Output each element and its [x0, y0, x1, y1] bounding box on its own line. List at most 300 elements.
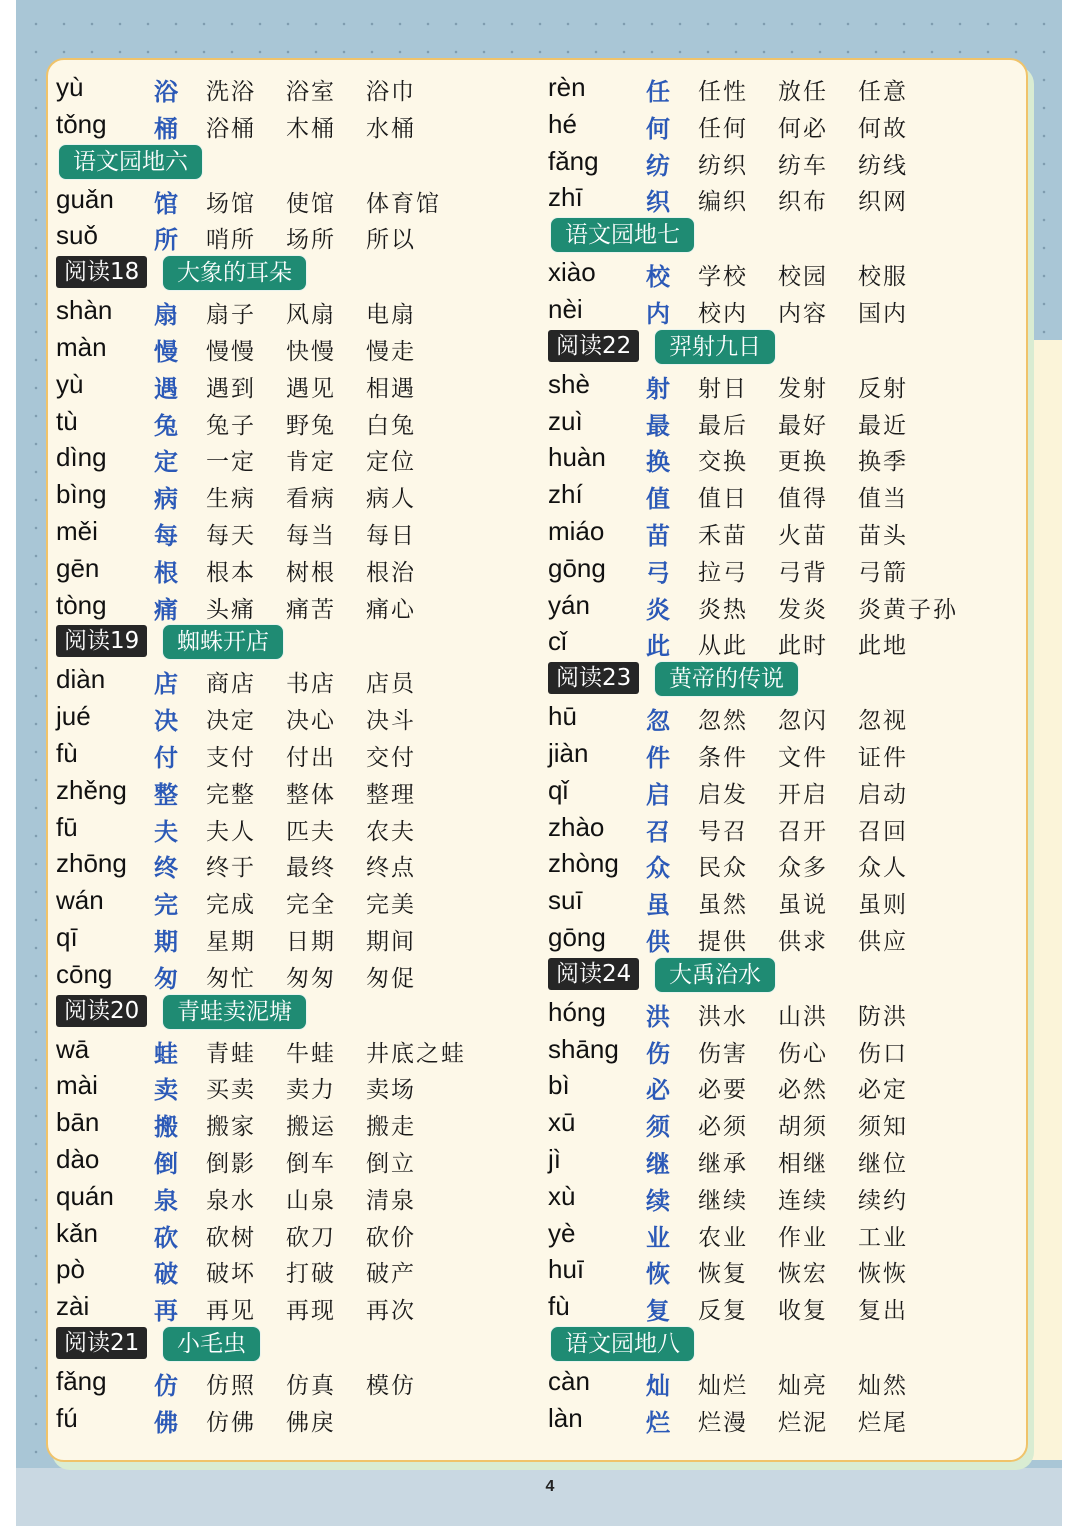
- word-1: 买卖: [206, 1077, 256, 1104]
- vocab-row: [56, 1103, 526, 1140]
- word-1: 条件: [698, 744, 748, 771]
- pinyin: bì: [548, 1070, 570, 1101]
- word-3: 搬走: [366, 1114, 416, 1141]
- word-3: 浴巾: [366, 79, 416, 105]
- word-2: 灿亮: [778, 1372, 828, 1399]
- word-2: 发射: [778, 375, 828, 402]
- character: 众: [646, 853, 670, 883]
- pinyin: jiàn: [548, 737, 589, 768]
- character: 业: [646, 1222, 670, 1252]
- reading-number-tag: 阅读24: [548, 958, 639, 990]
- word-1: 交换: [698, 449, 748, 476]
- pinyin: gōng: [548, 921, 606, 952]
- vocab-row: [548, 1250, 1018, 1287]
- word-1: 灿烂: [698, 1372, 748, 1399]
- word-2: 风扇: [286, 302, 336, 329]
- word-2: 牛蛙: [286, 1040, 336, 1067]
- vocab-row: [56, 180, 526, 217]
- pinyin: gēn: [56, 552, 100, 583]
- word-3: 店员: [366, 671, 416, 698]
- word-3: 病人: [366, 486, 416, 513]
- word-1: 头痛: [206, 596, 256, 623]
- vocab-row: [548, 549, 1018, 586]
- character: 最: [646, 410, 670, 440]
- vocab-row: [56, 1066, 526, 1103]
- vocab-row: [548, 1066, 1018, 1103]
- section-header: [548, 215, 1018, 253]
- word-3: 清泉: [366, 1187, 416, 1214]
- pinyin: wā: [56, 1033, 90, 1064]
- vocab-row: [548, 402, 1018, 439]
- character: 洪: [646, 1001, 670, 1031]
- word-2: 众多: [778, 855, 828, 882]
- vocab-row: [56, 475, 526, 512]
- character: 完: [154, 890, 178, 920]
- pinyin: màn: [56, 331, 107, 362]
- vocab-row: [548, 993, 1018, 1030]
- word-3: 证件: [858, 744, 908, 771]
- pinyin: miáo: [548, 515, 605, 546]
- word-1: 农业: [698, 1224, 748, 1251]
- pinyin: zhòng: [548, 848, 619, 879]
- word-2: 日期: [286, 928, 336, 955]
- word-1: 反复: [698, 1298, 748, 1325]
- word-2: 校园: [778, 264, 828, 291]
- character: 卖: [154, 1075, 178, 1105]
- vocab-row: [548, 178, 1018, 215]
- character: 破: [154, 1259, 178, 1289]
- word-3: 供应: [858, 928, 908, 955]
- section-header: [56, 1324, 526, 1362]
- word-1: 搬家: [206, 1114, 256, 1141]
- vocab-row: [548, 512, 1018, 549]
- word-1: 编织: [698, 189, 748, 216]
- pinyin: shāng: [548, 1033, 619, 1064]
- pinyin: fū: [56, 811, 78, 842]
- word-2: 每当: [286, 522, 336, 549]
- word-1: 必须: [698, 1114, 748, 1141]
- word-2: 何必: [778, 115, 828, 142]
- word-1: 最后: [698, 412, 748, 439]
- word-2: 相继: [778, 1150, 828, 1177]
- pinyin: kǎn: [56, 1217, 98, 1248]
- word-2: 树根: [286, 559, 336, 586]
- vocab-row: [548, 1140, 1018, 1177]
- word-3: 砍价: [366, 1224, 416, 1251]
- word-1: 烂漫: [698, 1409, 748, 1436]
- word-2: 伤心: [778, 1040, 828, 1067]
- word-3: 复出: [858, 1298, 908, 1325]
- pinyin: zhào: [548, 811, 605, 842]
- word-3: 最近: [858, 412, 908, 439]
- pinyin: hóng: [548, 996, 606, 1027]
- word-2: 仿真: [286, 1372, 336, 1399]
- word-3: 体育馆: [366, 190, 441, 217]
- vocab-row: [56, 955, 526, 992]
- pinyin: fǎng: [548, 145, 599, 176]
- word-2: 倒车: [286, 1150, 336, 1177]
- word-3: 换季: [858, 449, 908, 476]
- word-2: 卖力: [286, 1077, 336, 1104]
- section-title-tag: 大象的耳朵: [162, 255, 307, 291]
- word-1: 仿佛: [206, 1409, 256, 1436]
- word-3: 此地: [858, 633, 908, 660]
- word-3: 国内: [858, 300, 908, 327]
- pinyin: wán: [56, 885, 104, 916]
- word-2: 织布: [778, 189, 828, 216]
- vocab-row: [548, 1287, 1018, 1324]
- character: 供: [646, 926, 670, 956]
- pinyin: měi: [56, 515, 98, 546]
- pinyin: fù: [56, 737, 78, 768]
- word-3: 恢恢: [858, 1261, 908, 1288]
- word-2: 忽闪: [778, 708, 828, 735]
- character: 值: [646, 484, 670, 514]
- pinyin: bìng: [56, 479, 107, 510]
- left-column: [56, 68, 526, 1436]
- word-2: 快慢: [286, 338, 336, 365]
- vocab-row: [548, 1103, 1018, 1140]
- word-3: 任意: [858, 79, 908, 105]
- character: 根: [154, 557, 178, 587]
- word-1: 伤害: [698, 1040, 748, 1067]
- character: 遇: [154, 373, 178, 403]
- vocab-row: [548, 697, 1018, 734]
- word-3: 卖场: [366, 1077, 416, 1104]
- vocab-row: [548, 1177, 1018, 1214]
- vocab-row: [56, 586, 526, 623]
- word-2: 放任: [778, 79, 828, 105]
- pinyin: hū: [548, 701, 577, 732]
- word-3: 慢走: [366, 338, 416, 365]
- word-3: 再次: [366, 1298, 416, 1325]
- vocab-row: [56, 734, 526, 771]
- word-2: 此时: [778, 633, 828, 660]
- word-3: 根治: [366, 559, 416, 586]
- word-3: 弓箭: [858, 559, 908, 586]
- pinyin: shè: [548, 368, 590, 399]
- character: 织: [646, 187, 670, 217]
- word-1: 匆忙: [206, 965, 256, 992]
- vocab-row: [548, 365, 1018, 402]
- word-3: 炎黄子孙: [858, 596, 958, 623]
- pinyin: tòng: [56, 589, 107, 620]
- vocab-row: [56, 549, 526, 586]
- word-2: 再现: [286, 1298, 336, 1325]
- character: 虽: [646, 890, 670, 920]
- reading-number-tag: 阅读21: [56, 1327, 147, 1359]
- word-1: 一定: [206, 449, 256, 476]
- word-1: 决定: [206, 708, 256, 735]
- word-1: 浴桶: [206, 115, 256, 142]
- character: 病: [154, 484, 178, 514]
- word-1: 泉水: [206, 1187, 256, 1214]
- pinyin: qǐ: [548, 774, 569, 805]
- word-1: 拉弓: [698, 559, 748, 586]
- character: 慢: [154, 336, 178, 366]
- word-2: 打破: [286, 1261, 336, 1288]
- vocab-row: [56, 918, 526, 955]
- word-1: 夫人: [206, 818, 256, 845]
- word-2: 野兔: [286, 412, 336, 439]
- character: 夫: [154, 816, 178, 846]
- word-2: 山洪: [778, 1003, 828, 1030]
- word-2: 肯定: [286, 449, 336, 476]
- word-2: 火苗: [778, 522, 828, 549]
- word-1: 完整: [206, 781, 256, 808]
- vocab-row: [548, 622, 1018, 659]
- word-2: 最终: [286, 855, 336, 882]
- reading-number-tag: 阅读22: [548, 330, 639, 362]
- word-1: 完成: [206, 892, 256, 919]
- pinyin: yè: [548, 1217, 576, 1248]
- character: 射: [646, 373, 670, 403]
- word-3: 决斗: [366, 708, 416, 735]
- word-3: 启动: [858, 781, 908, 808]
- word-1: 倒影: [206, 1150, 256, 1177]
- vocab-row: [56, 1030, 526, 1067]
- word-1: 继承: [698, 1150, 748, 1177]
- word-2: 决心: [286, 708, 336, 735]
- character: 灿: [646, 1370, 670, 1400]
- word-1: 遇到: [206, 375, 256, 402]
- vocab-row: [548, 105, 1018, 142]
- pinyin: yù: [56, 72, 84, 102]
- vocab-row: [56, 808, 526, 845]
- pinyin: huàn: [548, 442, 606, 473]
- word-2: 必然: [778, 1077, 828, 1104]
- word-1: 砍树: [206, 1224, 256, 1251]
- word-1: 从此: [698, 633, 748, 660]
- vocab-row: [548, 253, 1018, 290]
- word-2: 内容: [778, 300, 828, 327]
- vocab-row: [56, 1140, 526, 1177]
- character: 蛙: [154, 1038, 178, 1068]
- word-2: 最好: [778, 412, 828, 439]
- word-3: 倒立: [366, 1150, 416, 1177]
- word-3: 模仿: [366, 1372, 416, 1399]
- pinyin: làn: [548, 1402, 583, 1433]
- reading-number-tag: 阅读19: [56, 625, 147, 657]
- word-1: 扇子: [206, 302, 256, 329]
- word-2: 书店: [286, 671, 336, 698]
- pinyin: diàn: [56, 664, 106, 695]
- word-3: 农夫: [366, 818, 416, 845]
- pinyin: dìng: [56, 442, 107, 473]
- pinyin: fú: [56, 1402, 78, 1433]
- pinyin: guǎn: [56, 183, 114, 214]
- character: 馆: [154, 188, 178, 218]
- vocab-row: [548, 68, 1018, 105]
- word-1: 支付: [206, 744, 256, 771]
- vocab-row: [548, 142, 1018, 179]
- word-2: 值得: [778, 486, 828, 513]
- word-2: 更换: [778, 449, 828, 476]
- page-number: 4: [545, 1478, 555, 1495]
- character: 终: [154, 853, 178, 883]
- word-1: 恢复: [698, 1261, 748, 1288]
- pinyin: qī: [56, 921, 78, 952]
- word-3: 电扇: [366, 302, 416, 329]
- pinyin: cōng: [56, 958, 113, 989]
- word-1: 再见: [206, 1298, 256, 1325]
- word-1: 终于: [206, 855, 256, 882]
- pinyin: zhí: [548, 479, 583, 510]
- reading-number-tag: 阅读23: [548, 662, 639, 694]
- character: 期: [154, 926, 178, 956]
- character: 须: [646, 1112, 670, 1142]
- vocab-row: [56, 328, 526, 365]
- pinyin: xū: [548, 1107, 576, 1138]
- word-1: 继续: [698, 1187, 748, 1214]
- pinyin: suī: [548, 885, 583, 916]
- word-1: 洗浴: [206, 79, 256, 105]
- character: 砍: [154, 1222, 178, 1252]
- word-2: 胡须: [778, 1114, 828, 1141]
- pinyin: shàn: [56, 295, 113, 326]
- section-header: [56, 142, 526, 180]
- word-1: 射日: [698, 375, 748, 402]
- section-header: [548, 659, 1018, 697]
- pinyin: xù: [548, 1180, 576, 1211]
- word-2: 浴室: [286, 79, 336, 105]
- character: 复: [646, 1296, 670, 1326]
- word-2: 看病: [286, 486, 336, 513]
- character: 佛: [154, 1407, 178, 1437]
- word-3: 召回: [858, 818, 908, 845]
- word-2: 付出: [286, 744, 336, 771]
- character: 浴: [154, 77, 178, 106]
- word-2: 匹夫: [286, 818, 336, 845]
- pinyin: gōng: [548, 552, 606, 583]
- word-1: 场馆: [206, 190, 256, 217]
- word-1: 炎热: [698, 596, 748, 623]
- word-3: 值当: [858, 486, 908, 513]
- word-2: 烂泥: [778, 1409, 828, 1436]
- word-3: 校服: [858, 264, 908, 291]
- character: 每: [154, 520, 178, 550]
- word-3: 每日: [366, 522, 416, 549]
- word-2: 供求: [778, 928, 828, 955]
- word-2: 山泉: [286, 1187, 336, 1214]
- character: 所: [154, 225, 178, 255]
- section-title-tag: 黄帝的传说: [654, 661, 799, 697]
- word-1: 虽然: [698, 892, 748, 919]
- word-3: 织网: [858, 189, 908, 216]
- word-1: 星期: [206, 928, 256, 955]
- word-3: 必定: [858, 1077, 908, 1104]
- pinyin: zuì: [548, 405, 583, 436]
- character: 续: [646, 1185, 670, 1215]
- word-3: 整理: [366, 781, 416, 808]
- word-1: 每天: [206, 522, 256, 549]
- section-header: [56, 253, 526, 291]
- vocab-row: [56, 1287, 526, 1324]
- character: 何: [646, 113, 670, 143]
- word-3: 忽视: [858, 708, 908, 735]
- word-2: 场所: [286, 227, 336, 254]
- character: 苗: [646, 520, 670, 550]
- pinyin: jì: [548, 1143, 561, 1174]
- character: 恢: [646, 1259, 670, 1289]
- word-3: 定位: [366, 449, 416, 476]
- pinyin: zhōng: [56, 848, 127, 879]
- word-1: 纺织: [698, 152, 748, 179]
- vocab-row: [548, 771, 1018, 808]
- word-3: 何故: [858, 115, 908, 142]
- pinyin: suǒ: [56, 220, 98, 251]
- pinyin: fù: [548, 1291, 570, 1322]
- word-2: 使馆: [286, 190, 336, 217]
- word-3: 工业: [858, 1224, 908, 1251]
- pinyin: cǐ: [548, 626, 567, 657]
- section-title-tag: 青蛙卖泥塘: [162, 994, 307, 1030]
- character: 倒: [154, 1148, 178, 1178]
- section-title-tag: 语文园地六: [58, 144, 203, 180]
- section-title-tag: 大禹治水: [654, 957, 776, 993]
- word-3: 相遇: [366, 375, 416, 402]
- character: 启: [646, 779, 670, 809]
- word-3: 烂尾: [858, 1409, 908, 1436]
- word-1: 慢慢: [206, 338, 256, 365]
- word-3: 众人: [858, 855, 908, 882]
- character: 必: [646, 1075, 670, 1105]
- vocab-row: [56, 291, 526, 328]
- word-1: 商店: [206, 671, 256, 698]
- character: 内: [646, 298, 670, 328]
- vocab-row: [548, 844, 1018, 881]
- character: 继: [646, 1148, 670, 1178]
- vocab-row: [548, 438, 1018, 475]
- word-3: 水桶: [366, 115, 416, 142]
- word-1: 学校: [698, 264, 748, 291]
- word-2: 木桶: [286, 115, 336, 142]
- pinyin: hé: [548, 108, 577, 139]
- word-1: 任性: [698, 79, 748, 105]
- character: 换: [646, 447, 670, 477]
- word-3: 纺线: [858, 152, 908, 179]
- character: 纺: [646, 150, 670, 180]
- character: 召: [646, 816, 670, 846]
- character: 件: [646, 742, 670, 772]
- word-2: 弓背: [778, 559, 828, 586]
- pinyin: huī: [548, 1254, 585, 1285]
- character: 兔: [154, 410, 178, 440]
- word-3: 虽则: [858, 892, 908, 919]
- word-3: 续约: [858, 1187, 908, 1214]
- word-3: 防洪: [858, 1003, 908, 1030]
- vocab-row: [548, 1214, 1018, 1251]
- vocab-row: [548, 475, 1018, 512]
- word-1: 启发: [698, 781, 748, 808]
- section-title-tag: 语文园地七: [550, 217, 695, 253]
- reading-number-tag: 阅读18: [56, 256, 147, 288]
- character: 扇: [154, 300, 178, 330]
- vocab-row: [56, 771, 526, 808]
- vocab-row: [56, 660, 526, 697]
- word-1: 兔子: [206, 412, 256, 439]
- character: 伤: [646, 1038, 670, 1068]
- character: 付: [154, 742, 178, 772]
- vocab-row: [56, 844, 526, 881]
- pinyin: bān: [56, 1107, 100, 1138]
- vocab-row: [548, 1362, 1018, 1399]
- section-header: [548, 1324, 1018, 1362]
- character: 痛: [154, 594, 178, 624]
- pinyin: zhī: [548, 182, 583, 213]
- character: 再: [154, 1296, 178, 1326]
- vocab-row: [548, 1399, 1018, 1436]
